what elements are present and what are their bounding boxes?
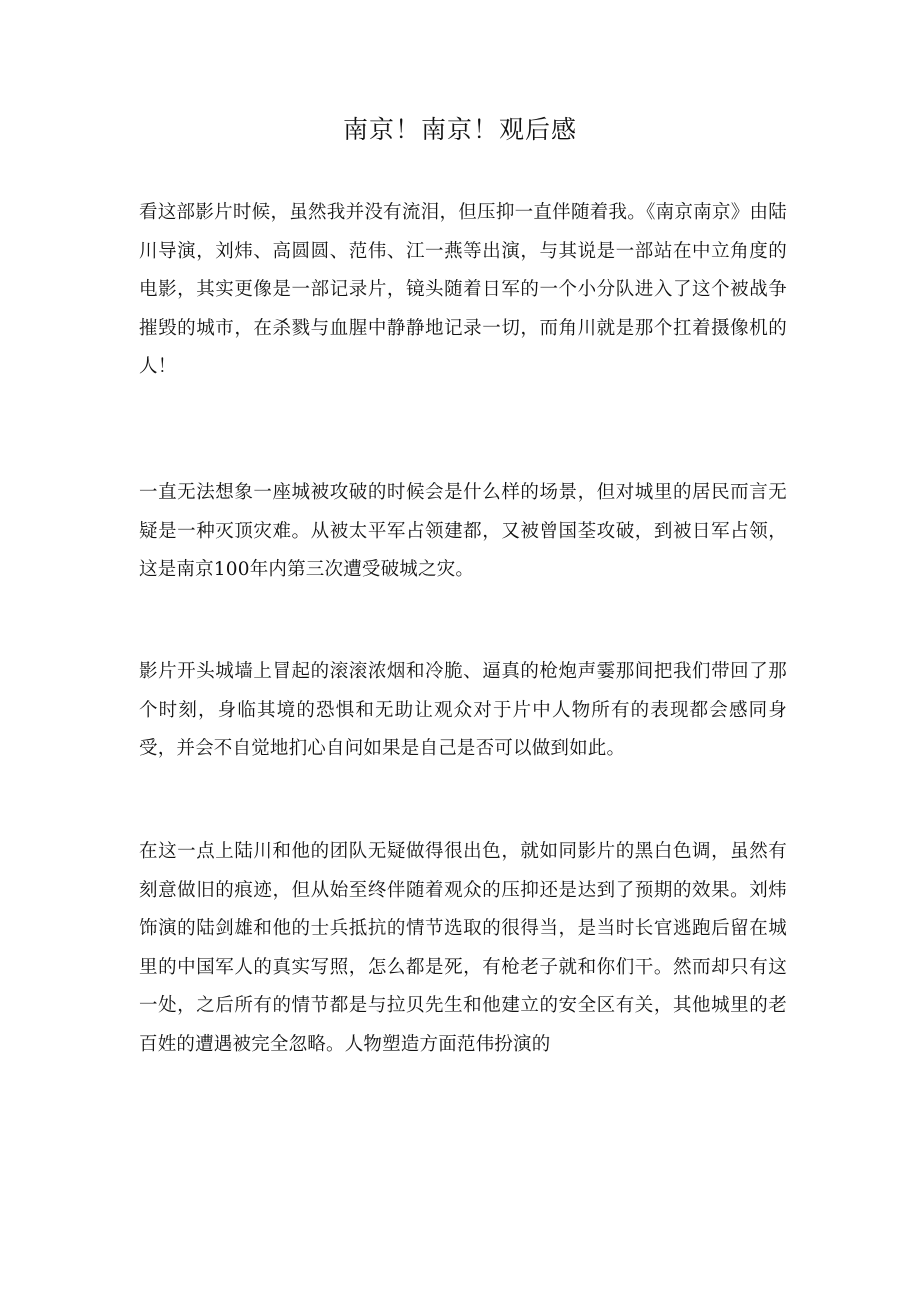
paragraph-2: 一直无法想象一座城被攻破的时候会是什么样的场景，但对城里的居民而言无疑是一种灭顶灾难。从被太平军占领建都，又被曾国荃攻破，到被日军占领，这是南京100年内第三次遭受破城之灾。 (139, 482, 787, 580)
paragraph-1: 看这部影片时候，虽然我并没有流泪，但压抑一直伴随着我。《南京南京》由陆川导演，刘炜、高圆圆、范伟、江一燕等出演，与其说是一部站在中立角度的电影，其实更像是一部记录片，镜头随着日军的一个小分队进入了这个被战争摧毁的城市，在杀戮与血腥中静静地记录一切，而角川就是那个扛着摄像机的人！ (139, 202, 787, 377)
paragraph-4: 在这一点上陆川和他的团队无疑做得很出色，就如同影片的黑白色调，虽然有刻意做旧的痕迹，但从始至终伴随着观众的压抑还是达到了预期的效果。刘炜饰演的陆剑雄和他的士兵抵抗的情节选取的很得当，是当时长官逃跑后留在城里的中国军人的真实写照，怎么都是死，有枪老子就和你们干。然而却只有这一处，之后所有的情节都是与拉贝先生和他建立的安全区有关，其他城里的老百姓的遭遇被完全忽略。人物塑造方面范伟扮演的 (139, 841, 787, 1055)
document-title: 南京！南京！观后感 (342, 115, 577, 144)
paragraph-3: 影片开头城墙上冒起的滚滚浓烟和冷脆、逼真的枪炮声霎那间把我们带回了那个时刻，身临其境的恐惧和无助让观众对于片中人物所有的表现都会感同身受，并会不自觉地扪心自问如果是自己是否可以做到如此。 (139, 661, 787, 759)
